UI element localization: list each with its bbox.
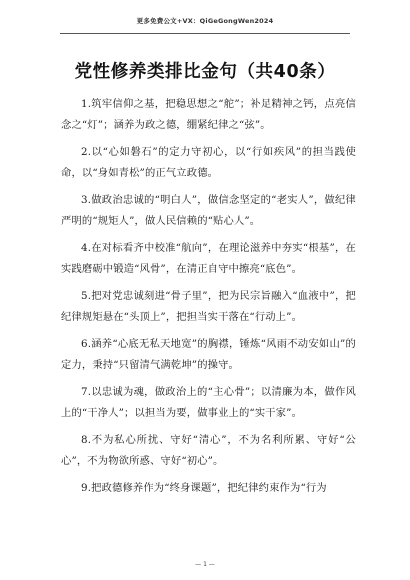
- list-item: 1.筑牢信仰之基，把稳思想之“舵”；补足精神之钙，点亮信念之“灯”；涵养为政之德，绷紧纪律之“弦”。: [61, 98, 356, 131]
- list-item: 4.在对标看齐中校准“航向”，在理论滋养中夯实“根基”，在实践磨砺中锻造“风骨”，在清正自守中擦亮“底色”。: [61, 242, 356, 275]
- document-title: 党性修养类排比金句（共40条）: [74, 62, 336, 82]
- list-item: 9.把政德修养作为“终身课题”，把纪律约束作为“行为: [81, 482, 327, 494]
- page-number: — 1 —: [195, 561, 215, 568]
- list-item: 2.以“心如磐石”的定力守初心，以“行如疾风”的担当践使命，以“身如青松”的正气立政德。: [61, 146, 356, 179]
- header-divider: [60, 33, 350, 34]
- list-item: 5.把对党忠诚刻进“骨子里”，把为民宗旨融入“血液中”，把纪律规矩悬在“头顶上”，把担当实干落在“行动上”。: [61, 290, 356, 323]
- document-body: [61, 94, 356, 505]
- list-item: 8.不为私心所扰、守好“清心”，不为名利所累、守好“公心”，不为物欲所惑、守好“初心”。: [61, 434, 356, 467]
- list-item: 6.涵养“心底无私天地宽”的胸襟，锤炼“风雨不动安如山”的定力，秉持“只留清气满乾坤”的操守。: [61, 338, 356, 371]
- list-item: 7.以忠诚为魂，做政治上的“主心骨”；以清廉为本，做作风上的“干净人”；以担当为要，做事业上的“实干家”。: [61, 386, 356, 419]
- list-item: 3.做政治忠诚的“明白人”，做信念坚定的“老实人”，做纪律严明的“规矩人”，做人民信赖的“贴心人”。: [61, 194, 356, 227]
- page-header: 更多免费公文+VX：QiGeGongWen2024: [136, 17, 274, 25]
